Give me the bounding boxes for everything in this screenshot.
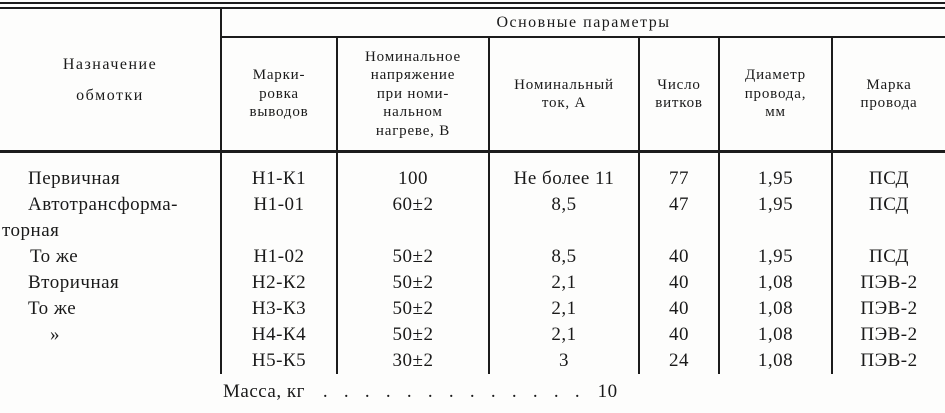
header-col-nominal-voltage xyxy=(338,38,490,150)
header-line: провода xyxy=(860,95,918,111)
cell-value: 77 xyxy=(669,168,689,189)
header-subcolumns xyxy=(222,38,945,150)
cell-value: Н1-01 xyxy=(253,194,305,215)
mass-value: 10 xyxy=(597,381,618,402)
header-col-wire-diameter xyxy=(720,38,833,150)
cell-value: 47 xyxy=(669,194,689,215)
body-col-nominal-voltage xyxy=(338,153,490,374)
cell-value: ПСД xyxy=(869,194,909,215)
header-line: нагреве, В xyxy=(375,122,451,139)
cell-value xyxy=(833,218,945,244)
header-line: витков xyxy=(655,95,703,111)
cell-value: То же xyxy=(28,298,77,319)
cell-value: ПЭВ-2 xyxy=(860,272,918,293)
top-double-rule xyxy=(0,2,945,9)
header-line: обмотки xyxy=(76,86,144,104)
cell-value: 2,1 xyxy=(551,272,577,293)
cell-value: 1,08 xyxy=(757,350,794,371)
cell-value xyxy=(640,218,718,244)
cell-value: 1,08 xyxy=(757,298,794,319)
cell-value: 24 xyxy=(669,350,689,371)
cell-value: То же xyxy=(30,246,79,267)
cell-value: торная xyxy=(2,220,60,241)
table-header xyxy=(0,9,945,150)
cell-value: 60±2 xyxy=(392,194,434,215)
body-col-terminal-marking xyxy=(222,153,338,374)
cell-value: » xyxy=(50,324,60,345)
cell-value: Н1-02 xyxy=(253,246,305,267)
header-line: напряжение xyxy=(370,67,456,84)
cell-value: Н5-К5 xyxy=(251,350,307,371)
cell-value: 30±2 xyxy=(392,350,434,371)
body-col-wire-brand xyxy=(833,153,945,374)
cell-value: ПЭВ-2 xyxy=(860,324,918,345)
cell-value: 40 xyxy=(669,324,689,345)
header-line: Назначение xyxy=(62,55,158,73)
cell-value xyxy=(490,218,638,244)
header-line: мм xyxy=(765,104,786,121)
cell-value: 1,08 xyxy=(757,324,794,345)
body-col-turns-count xyxy=(640,153,720,374)
header-col-wire-brand xyxy=(833,38,945,150)
cell-value: Н3-К3 xyxy=(251,298,307,319)
cell-value: 3 xyxy=(559,350,569,371)
header-col-winding-purpose xyxy=(0,9,222,150)
cell-value: 50±2 xyxy=(392,246,434,267)
body-col-winding-purpose xyxy=(0,153,222,374)
header-line: выводов xyxy=(249,104,309,121)
cell-value: ПСД xyxy=(869,246,909,267)
cell-value: 8,5 xyxy=(551,246,577,267)
cell-value: 50±2 xyxy=(392,298,434,319)
header-line: Диаметр xyxy=(745,67,806,84)
cell-value: 40 xyxy=(669,272,689,293)
dot-leader: . . . . . . . . . . . . . xyxy=(322,381,580,402)
header-col-terminal-marking xyxy=(222,38,338,150)
cell-value: 8,5 xyxy=(551,194,577,215)
header-line: Марки- xyxy=(252,67,306,84)
cell-value xyxy=(222,218,336,244)
cell-value: Автотрансформа- xyxy=(28,194,178,215)
header-line: провода, xyxy=(744,85,807,102)
header-line: ровка xyxy=(259,85,299,102)
body-col-wire-diameter xyxy=(720,153,833,374)
cell-value: 1,95 xyxy=(757,246,794,267)
cell-value: Не более 11 xyxy=(513,168,615,189)
header-line: Номинальный xyxy=(514,76,614,93)
cell-value xyxy=(720,218,831,244)
header-line: нальном xyxy=(383,104,443,121)
cell-value: 50±2 xyxy=(392,272,434,293)
cell-value: ПСД xyxy=(869,168,909,189)
cell-value: Вторичная xyxy=(28,272,120,293)
header-col-nominal-current xyxy=(490,38,640,150)
cell-value: 100 xyxy=(398,168,428,189)
cell-value: Н4-К4 xyxy=(251,324,307,345)
header-col-turns-count xyxy=(640,38,720,150)
header-line: ток, А xyxy=(541,95,587,111)
cell-value: 1,95 xyxy=(757,168,794,189)
table-body xyxy=(0,153,945,374)
cell-value: 50±2 xyxy=(392,324,434,345)
cell-value: 1,08 xyxy=(757,272,794,293)
header-main-params-group xyxy=(222,9,945,150)
header-line: Марка xyxy=(866,76,912,93)
cell-value: 2,1 xyxy=(551,324,577,345)
cell-value: Первичная xyxy=(28,168,121,189)
cell-value: ПЭВ-2 xyxy=(860,350,918,371)
cell-value: Н1-К1 xyxy=(251,168,307,189)
cell-value: Н2-К2 xyxy=(251,272,307,293)
cell-value: 1,95 xyxy=(757,194,794,215)
header-line: Номинальное xyxy=(365,48,461,65)
mass-label: Масса, кг xyxy=(223,381,305,402)
mass-row xyxy=(223,381,945,403)
header-line: при номи- xyxy=(376,85,450,102)
cell-value: 40 xyxy=(669,298,689,319)
group-title: Основные параметры xyxy=(222,9,945,38)
cell-value xyxy=(0,348,220,374)
cell-value xyxy=(338,218,488,244)
header-line: Число xyxy=(657,76,701,93)
body-col-nominal-current xyxy=(490,153,640,374)
cell-value: 40 xyxy=(669,246,689,267)
cell-value: 2,1 xyxy=(551,298,577,319)
cell-value: ПЭВ-2 xyxy=(860,298,918,319)
